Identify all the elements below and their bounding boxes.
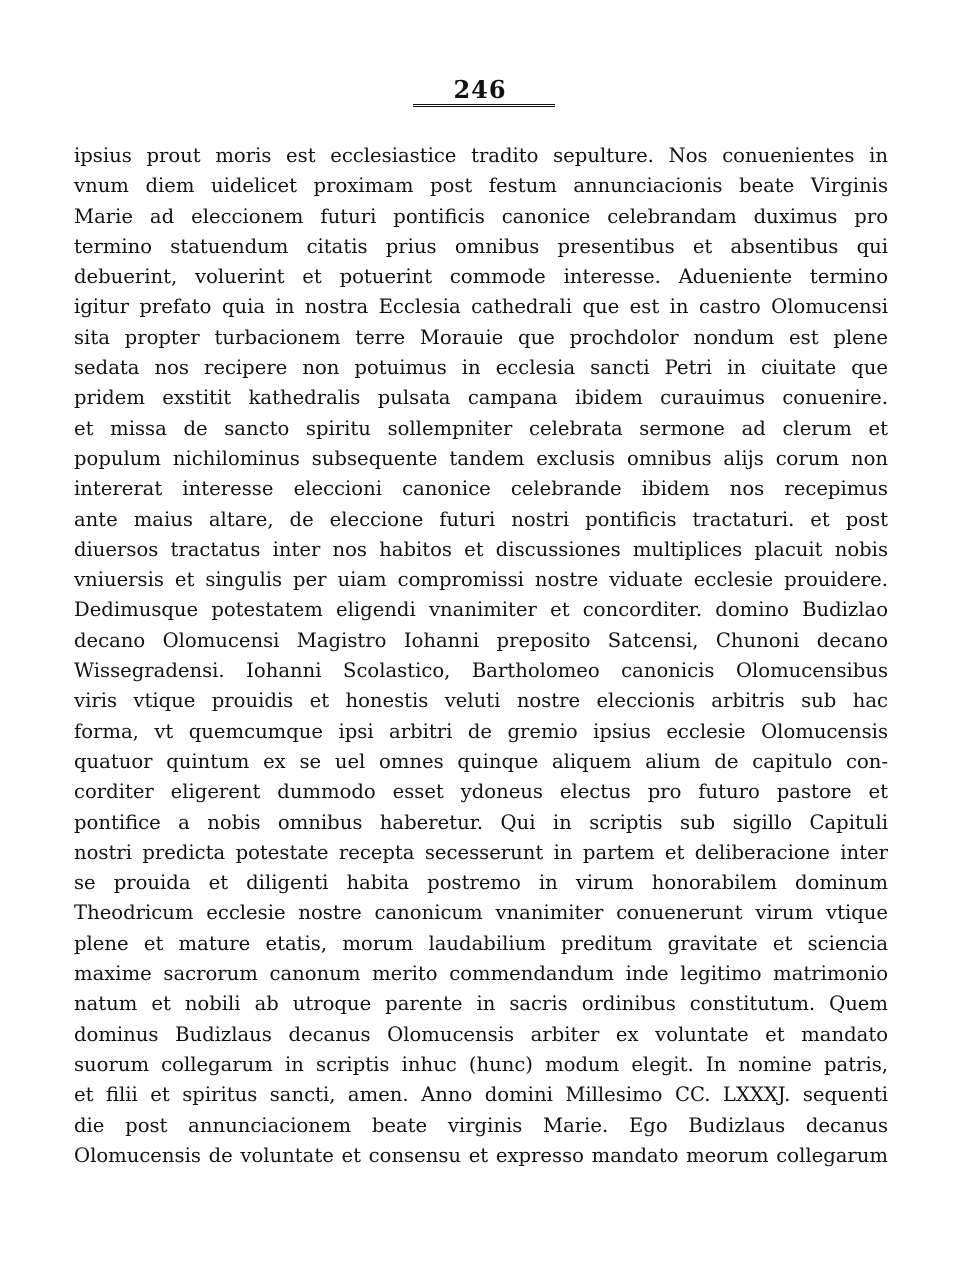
text-line: diuersos tractatus inter nos habitos et discussiones multiplices placuit nobis <box>74 537 888 561</box>
text-line: maxime sacrorum canonum merito commendandum inde legitimo matrimonio <box>74 962 888 986</box>
text-line: dominus Budizlaus decanus Olomucensis arbiter ex voluntate et mandato <box>74 1022 888 1046</box>
header-rule <box>413 104 555 107</box>
text-line: Dedimusque potestatem eligendi vnanimiter et concorditer. domino Budizlao <box>74 598 888 622</box>
text-line: se prouida et diligenti habita postremo in virum honorabilem dominum <box>74 871 888 895</box>
text-line: et missa de sancto spiritu sollempniter celebrata sermone ad clerum et <box>74 416 888 440</box>
text-line: termino statuendum citatis prius omnibus presentibus et absentibus qui <box>74 234 888 258</box>
page-number: 246 <box>453 75 507 104</box>
text-line: ante maius altare, de eleccione futuri nostri pontificis tractaturi. et post <box>74 507 888 531</box>
text-line: ipsius prout moris est ecclesiastice tradito sepulture. Nos conuenientes in <box>74 144 888 167</box>
text-line: quatuor quintum ex se uel omnes quinque aliquem alium de capitulo con- <box>74 749 888 773</box>
text-line: plene et mature etatis, morum laudabilium preditum gravitate et sciencia <box>74 931 888 955</box>
text-line: Marie ad eleccionem futuri pontificis canonice celebrandam duximus pro <box>74 204 888 228</box>
text-line: forma, vt quemcumque ipsi arbitri de gremio ipsius ecclesie Olomucensis <box>74 719 888 743</box>
text-line: die post annunciacionem beate virginis Marie. Ego Budizlaus decanus <box>74 1113 888 1137</box>
text-line: intererat interesse eleccioni canonice celebrande ibidem nos recepimus <box>74 477 888 501</box>
text-line: Theodricum ecclesie nostre canonicum vnanimiter conuenerunt virum vtique <box>74 901 888 925</box>
text-line: suorum collegarum in scriptis inhuc (hunc) modum elegit. In nomine patris, <box>74 1052 888 1076</box>
text-line: Olomucensis de voluntate et consensu et expresso mandato meorum collegarum <box>74 1143 888 1167</box>
body-text <box>74 141 888 1171</box>
text-line: debuerint, voluerint et potuerint commode interesse. Adueniente termino <box>74 265 888 289</box>
text-line: sita propter turbacionem terre Morauie que prochdolor nondum est plene <box>74 325 888 349</box>
text-line: corditer eligerent dummodo esset ydoneus electus pro futuro pastore et <box>74 780 888 804</box>
text-line: decano Olomucensi Magistro Iohanni preposito Satcensi, Chunoni decano <box>74 628 888 652</box>
text-line: viris vtique prouidis et honestis veluti nostre eleccionis arbitris sub hac <box>74 689 888 713</box>
text-line: pontifice a nobis omnibus haberetur. Qui in scriptis sub sigillo Capituli <box>74 810 888 834</box>
text-line: sedata nos recipere non potuimus in ecclesia sancti Petri in ciuitate que <box>74 356 888 380</box>
text-line: vniuersis et singulis per uiam compromissi nostre viduate ecclesie prouidere. <box>74 568 888 592</box>
text-line: natum et nobili ab utroque parente in sacris ordinibus constitutum. Quem <box>74 992 888 1016</box>
page-header <box>0 76 960 104</box>
text-line: igitur prefato quia in nostra Ecclesia cathedrali que est in castro Olomucensi <box>74 295 888 319</box>
text-line: nostri predicta potestate recepta secesserunt in partem et deliberacione inter <box>74 840 888 864</box>
text-line: pridem exstitit kathedralis pulsata campana ibidem curauimus conuenire. <box>74 386 888 410</box>
text-line: Wissegradensi. Iohanni Scolastico, Bartholomeo canonicis Olomucensibus <box>74 659 888 683</box>
text-line: vnum diem uidelicet proximam post festum annunciacionis beate Virginis <box>74 174 888 198</box>
text-line: et filii et spiritus sancti, amen. Anno domini Millesimo CC. LXXXJ. sequenti <box>74 1083 888 1107</box>
text-line: populum nichilominus subsequente tandem exclusis omnibus alijs corum non <box>74 446 888 470</box>
